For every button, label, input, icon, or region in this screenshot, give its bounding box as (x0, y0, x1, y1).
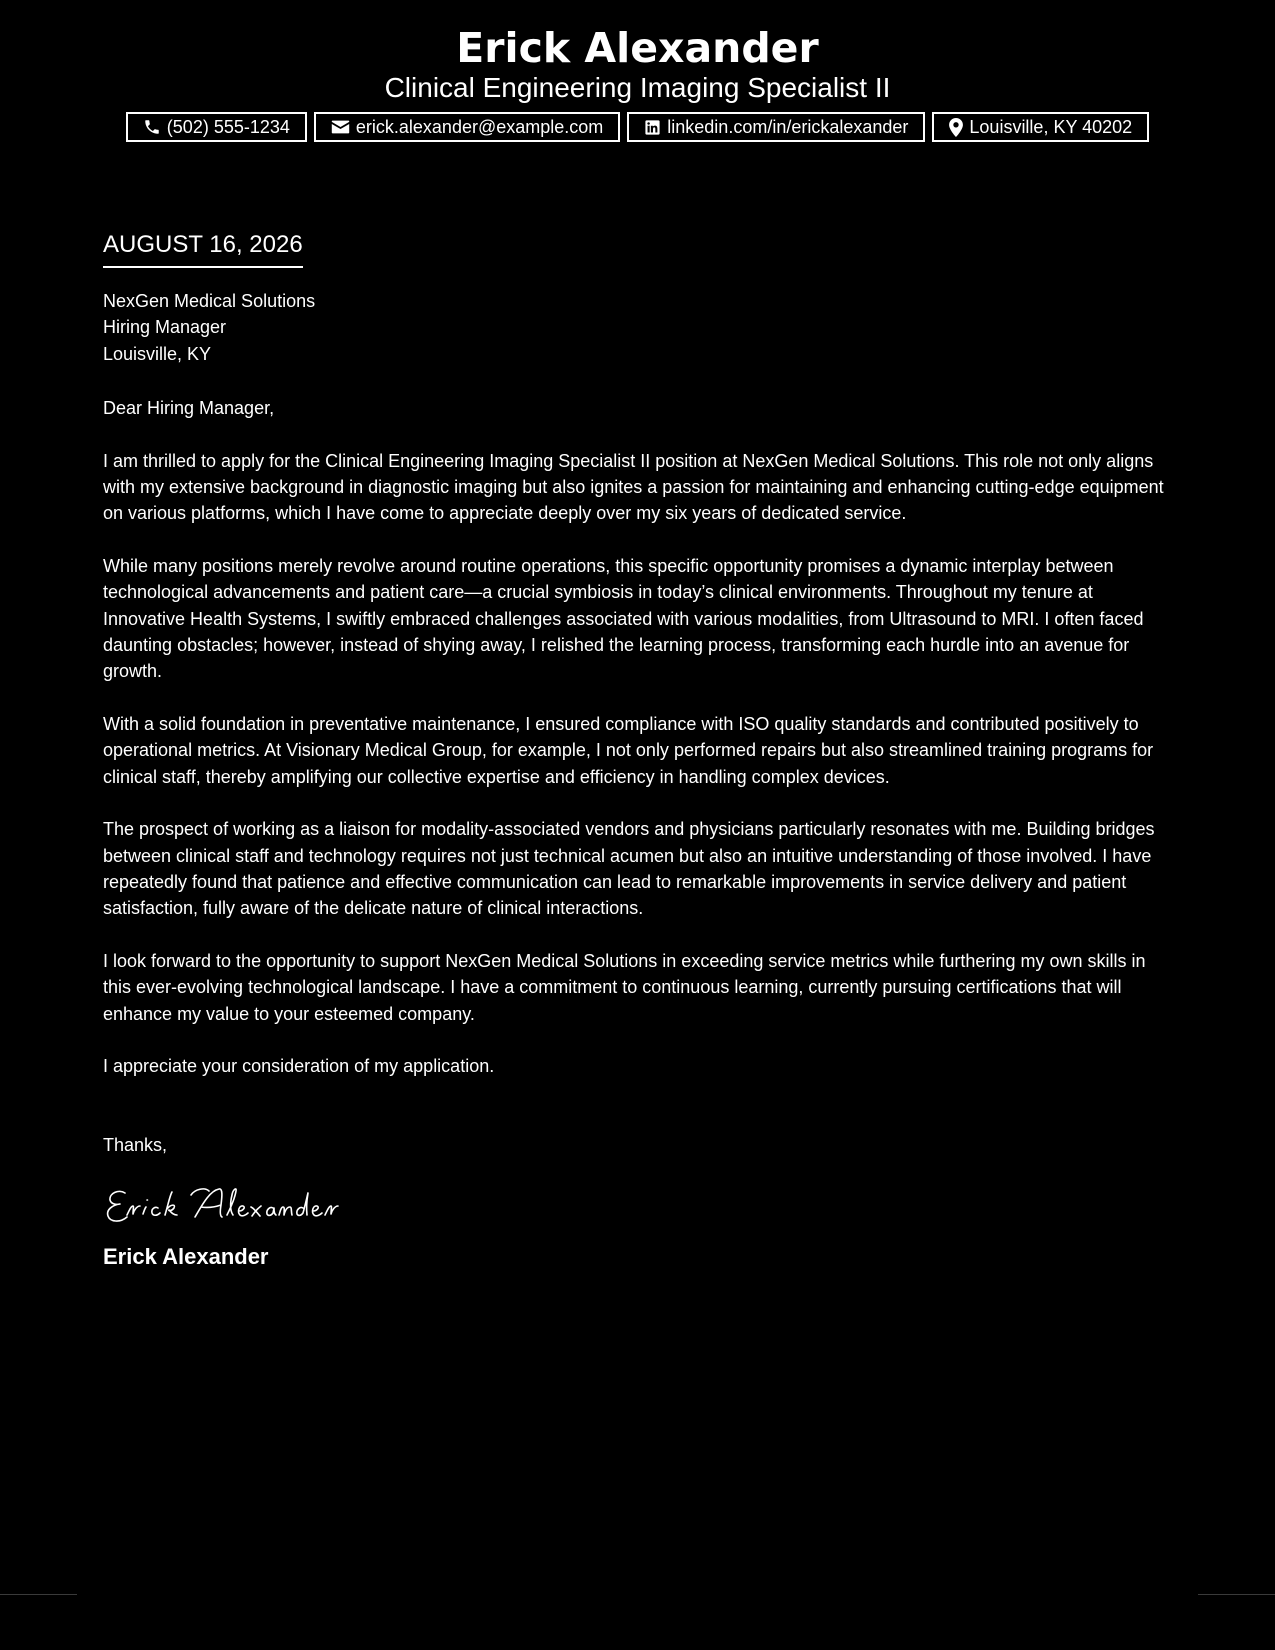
body-paragraph: With a solid foundation in preventative maintenance, I ensured compliance with ISO quality standards and contributed positively to operational metrics. At Visionary Medical Group, for example, I not only performed repairs but also streamlined training programs for clinical staff, thereby amplifying our collective expertise and efficiency in handling complex devices. (103, 713, 1154, 787)
letter-header (0, 0, 1275, 142)
closing-line: Thanks, (103, 1135, 168, 1156)
contact-email-text: erick.alexander@example.com (355, 117, 604, 137)
letter-body (103, 230, 1173, 1271)
applicant-name: Erick Alexander (456, 24, 819, 72)
contact-location-text: Louisville, KY 40202 (969, 117, 1133, 137)
phone-icon (143, 118, 161, 136)
handwritten-signature (103, 1179, 1173, 1229)
contact-linkedin[interactable] (627, 112, 925, 142)
contact-phone-text: (502) 555-1234 (166, 117, 290, 137)
recipient-company: NexGen Medical Solutions (103, 291, 316, 311)
recipient-block (103, 288, 1173, 367)
map-marker-icon (949, 118, 963, 137)
recipient-location: Louisville, KY (103, 343, 212, 364)
body-paragraph: I look forward to the opportunity to support NexGen Medical Solutions in exceeding service metrics while furthering my own skills in this ever-evolving technological landscape. I have a commitment to continuous learning, currently pursuing certifications that will enhance my value to your esteemed company. (103, 950, 1146, 1024)
contact-email[interactable] (314, 112, 620, 142)
salutation: Dear Hiring Manager, (103, 398, 275, 419)
footer-rule-left (0, 1594, 77, 1595)
linkedin-icon (644, 119, 661, 136)
letter-date: AUGUST 16, 2026 (103, 230, 303, 268)
envelope-icon (331, 119, 350, 135)
body-paragraph: I am thrilled to apply for the Clinical Engineering Imaging Specialist II position at NexGen Medical Solutions. This role not only aligns with my extensive background in diagnostic imaging but also ignites a passion for maintaining and enhancing cutting-edge equipment on various platforms, which I have come to appreciate deeply over my six years of dedicated service. (103, 450, 1164, 524)
contact-location[interactable] (932, 112, 1149, 142)
contact-linkedin-text: linkedin.com/in/erickalexander (667, 117, 909, 137)
body-paragraph: While many positions merely revolve around routine operations, this specific opportunity promises a dynamic interplay between technological advancements and patient care—a crucial symbiosis in today’s clinical environments. Throughout my tenure at Innovative Health Systems, I swiftly embraced challenges associated with various modalities, from Ultrasound to MRI. I often faced daunting obstacles; however, instead of shying away, I relished the learning process, transforming each hurdle into an avenue for growth. (103, 555, 1144, 682)
signer-name: Erick Alexander (103, 1243, 269, 1269)
body-paragraph: The prospect of working as a liaison for modality-associated vendors and physicians particularly resonates with me. Building bridges between clinical staff and technology requires not just technical acumen but also an intuitive understanding of those involved. I have repeatedly found that patience and effective communication can lead to remarkable improvements in service delivery and patient satisfaction, fully aware of the delicate nature of clinical interactions. (103, 819, 1155, 919)
recipient-role: Hiring Manager (103, 317, 227, 338)
body-paragraph: I appreciate your consideration of my application. (103, 1055, 495, 1076)
footer-rule-right (1198, 1594, 1275, 1595)
applicant-title: Clinical Engineering Imaging Specialist II (384, 72, 891, 103)
contact-bar (0, 112, 1275, 142)
contact-phone[interactable] (126, 112, 307, 142)
